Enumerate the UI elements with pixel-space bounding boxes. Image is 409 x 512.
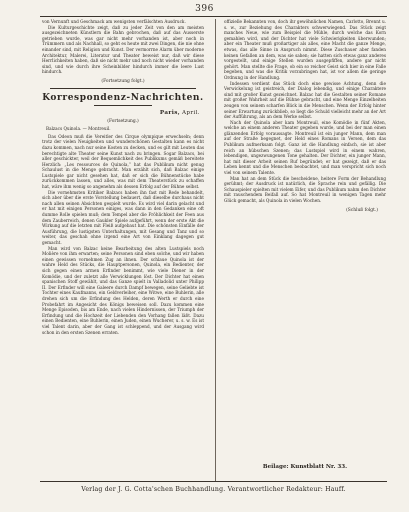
body-paragraph: Man hat an dem Stück die bescheidene, heitere Form der Behandlung gerühmt; der Ausdruck ist natürlich, die Sprache rein und gefällig. Die Schauspieler spielten mit vielem Eifer, und das Publikum nahm den Dichter mit rauschendem Beifall auf. So hat Montreuil in wenigen Tagen mehr Glück gemacht, als Quinola in vielen Wochen. [224,175,386,203]
bottom-rule [40,481,387,482]
continuation-note: (Fortsetzung folgt.) [101,78,145,84]
article-summary: Balzacs Quinola. — Montreuil. [46,126,111,132]
page-number: 396 [195,4,214,14]
body-paragraph: offizielle Bekannten von, doch ihr gewöhnlichen Namen, Carlotto, Brennt u. s. w., zur Beziehung des Charakters schwerwiegend. Das Stück zeigt manches Neue, wie zum Beispiel die Mühle, durch welche das Korn gemahlen wird, und der Dichter hat viele Schwierigkeiten überwunden; aber ein Theater muß großartiger als alles, eine Macht die ganze Menge, etwas, das alle Sinne in Anspruch nimmt. Diese Zuschauer aber fanden keinen Gefallen an dem, was sie sahen; sie hatten sich etwas ganz anderes vorgestellt, und einige Stellen wurden ausgepfiffen, andere gar nicht gehört. Man stellte die Frage, ob ein so reicher Geist sich hier in eine Falle begeben, und was die Kritik vorzubringen hat, ist vor allem die geringe Ordnung in der Handlung. [224,19,386,80]
dateline-city: Paris, [159,109,181,116]
left-column [42,19,204,478]
body-paragraph: Nach der Quinola aber kam Montreuil, eine Komödie in fünf Akten, welche an einem anderen Theater gegeben wurde, und bei der man einen glänzenden Erfolg voraussagte. Montreuil ist ein junger Mann, dem man auf der Straße begegnet, der Held eines Romans in Versen, dem das Publikum aufmerksam folgt. Ganz ist die Handlung einfach, sie ist aber reich an hübschen Szenen; das Lustspiel wird in einem wahren, lebendigen, ungezwungenen Tone gehalten. Der Dichter, ein junger Mann, hat mit dieser Arbeit seinen Ruf begründet; er hat gezeigt, daß er das Leben kennt und die Menschen beobachtet, und man verspricht sich noch viel von seinem Talente. [224,119,386,176]
body-paragraph: Die vornehmsten Kritiker Balzacs haben ihn fast mit Rede behandelt, sich aber über die erste Vorstellung bedauert, daß dieselbe durchaus nicht nach allen seinen Absichten gespielt wurde. Es wird viel darin gelacht und er hat mit einigen Personen einiges, was dann in den Gedanken eine oft dumme Rolle spielen muß; dem Tempel aber die Fröhlichkeit der Feen aus dem Zauberreich, denen Gaukler Spiele aufgeführt, wenn der erste Akt die Wirkung auf die letzten mit Fleiß aufgebaut hat. Die schönsten Einfälle der Ausführung, die lustigsten Unterhaltungen, mit Gesang und Tanz und so weiter, das geschah ohne irgend eine Art von Einklang dagegen gut gemacht. [42,189,204,245]
dateline-month: April. [181,109,200,116]
conclusion-note: (Schluß folgt.) [346,207,378,213]
section-title: Korrespondenz-Nachrichten. [42,92,204,103]
body-paragraph: Man wird von Balzac keine Bearbeitung des alten Lustspiels noch Molière von ihm erwarten; seine Personen sind eben solche, und wir haben einen gewissen vornehmen Zug an ihnen. Der schlaue Quinola ist der wahre Held des Stücks, die Hauptpersonen, Quinola, ein Bedienter, der sich gegen einen armen Erfinder benimmt, wie viele Diener in der Komödie, und der zuletzt alle Verwicklungen löst. Der Dichter hat einen spanischen Stoff gewählt, und das Ganze spielt in Valladolid unter Philipp II. Der Erfinder will eine Galeere durch Dampf bewegen, seine Geliebte ist Tochter eines Kaufmanns, ein Geldverleiher, eine Witwe, eine Buhlerin, alle drehen sich um die Erfindung des Helden, deren Werth er durch eine Probefahrt im Angesicht des Königs beweisen soll. Dazu kommen eine Menge Episoden, bis am Ende, nach vielen Hindernissen, der Triumph der Erfindung und die Hochzeit der Liebenden den Vorhang fallen läßt. Dazu einen Bedienten, eine Buhlerin, einen Juden, einen Wucherer, u. s. w. Es ist viel Talent darin, aber der Gang ist schleppend, und der Ausgang wird schon in den ersten Szenen erraten. [42,245,204,335]
intro-paragraph: Die Kulturgeschichte zeigt, daß zu jeder Zeit von den am meisten ausgezeichneten Künstlern die Bahn gebrochen, daß auf das Ausserste getrieben wurde, was gar nicht mehr vorhanden ist, aber noch in Trümmern und als Nachhall, so geht es heute mit zwei Dingen, die nie ohne einander sind, mit Religion und Kunst. Der vermorrne Alarm über moderne Architektur, Malerei, Literatur und Theater beweist nur, daß wir diese Herrlichkeiten haben, daß sie nicht mehr und noch nicht wieder vorhanden sind, und wie durch ihre Scheinbilder hindurch immer die leere Lust hindurch. [42,24,204,75]
publisher-footer: Verlag der J. G. Cotta'schen Buchhandlung. Verantwortlicher Redakteur: Hauff. [81,486,346,493]
body-paragraph: Indessen verdient das Stück doch eine gewisse Achtung, denn die Verwickelung ist geistreich, der Dialog lebendig, und einige Charaktere sind mit großer Kunst gezeichnet. Balzac hat die Gestalten seiner Romane mit großer Wahrheit auf die Bühne gebracht, und eine Menge Einzelheiten zeugen von seinem scharfen Blick in die Menschen. Wenn der Erfolg hinter seiner Erwartung zurückblieb, so liegt die Schuld vielleicht mehr an der Art der Aufführung, als an dem Werke selbst. [224,80,386,120]
body-paragraph: Das Odeon muß die Vereitler des Cirque olympique erwechseln; denn trotz der vielen Neuigkeiten und wunderschönen Gestalten kann es nicht dazu kommen, nach nur seine Kosten zu decken, und es gilt mit Leuten das berechtigte alte Theater seine Kunst nach zu bringen. Sogar Balzacs, bei aller geschickter, weil der Bequemlichkeit des Publikums gemäß bereitete Herzlich: „Les ressources de Quinola,“ hat das Publikum nicht genug Schaulust in die Menge gebracht. Man erzählt sich, daß Balzac einige Lustspiele gar nicht gesehen hat, daß er sich die Bühnenstücke habe zurückkommen lassen, und alles, was mit dem Theaterstück zu schaffen hat, wäre ihm wenig so angenehm als dessen Erfolg auf der Bühne selbst. [42,133,204,190]
supplement-note: Beilage: Kunstblatt Nr. 33. [262,464,348,470]
top-rule [40,16,387,17]
right-column [224,19,386,461]
section-top-rule [50,88,196,89]
dateline [42,110,200,117]
intro-paragraph: von Vernunft und Geschmack am wenigsten verfälschten Ausdruck. [42,19,186,24]
column-divider [215,19,216,481]
continuation-marker: (Fortsetzung.) [107,118,139,124]
section-bottom-rule [94,105,152,106]
